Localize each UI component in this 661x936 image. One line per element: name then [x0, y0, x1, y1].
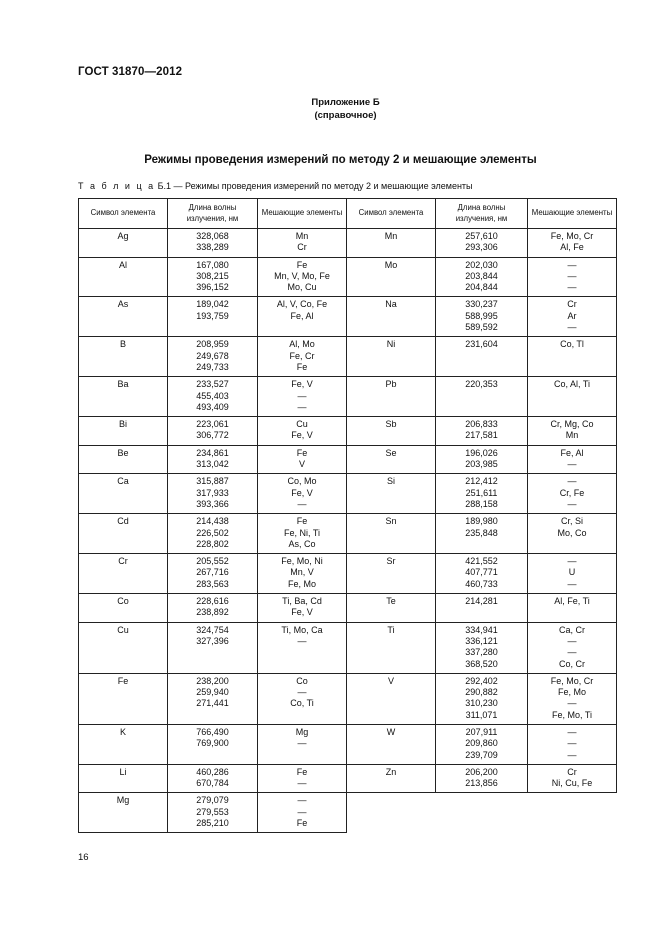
cell-wavelength	[168, 474, 258, 514]
cell-line: 393,366	[196, 498, 229, 509]
cell-symbol: Na	[347, 297, 436, 337]
table-row	[79, 417, 617, 446]
cell-line: —	[567, 647, 577, 658]
cell-interfering	[258, 417, 347, 446]
cell-line: 337,280	[465, 647, 498, 658]
cell-line: —	[567, 259, 577, 270]
cell-symbol: Li	[79, 764, 168, 793]
cell-wavelength	[436, 297, 528, 337]
cell-line: Fe	[296, 516, 308, 527]
cell-interfering	[528, 514, 617, 554]
cell-line: —	[567, 635, 577, 646]
cell-line: Al, V, Co, Fe	[276, 299, 328, 310]
cell-wavelength	[436, 622, 528, 673]
cell-symbol: Be	[79, 445, 168, 474]
cell-line: Fe, V	[291, 379, 313, 390]
cell-line: 306,772	[196, 430, 229, 441]
cell-wavelength	[168, 417, 258, 446]
cell-wavelength	[168, 257, 258, 297]
cell-symbol: Ba	[79, 377, 168, 417]
cell-interfering: Co, Tl	[528, 337, 617, 377]
cell-line: —	[567, 726, 577, 737]
header-row	[79, 199, 617, 229]
cell-line: —	[567, 322, 577, 333]
cell-line: Mg	[295, 726, 309, 737]
page-number: 16	[78, 852, 89, 863]
cell-line: U	[568, 567, 576, 578]
cell-wavelength	[168, 764, 258, 793]
cell-interfering	[258, 554, 347, 594]
cell-interfering	[528, 229, 617, 258]
cell-line: Cr, Si	[560, 516, 583, 527]
cell-line: 189,980	[465, 516, 498, 527]
cell-line: Fe	[296, 766, 308, 777]
cell-interfering	[258, 337, 347, 377]
cell-line: —	[567, 476, 577, 487]
cell-line: —	[567, 578, 577, 589]
cell-line: 257,610	[465, 231, 498, 241]
cell-interfering: Co, Al, Ti	[528, 377, 617, 417]
cell-line: —	[297, 390, 307, 401]
cell-line: 368,520	[465, 658, 498, 669]
cell-wavelength	[436, 514, 528, 554]
cell-symbol: W	[347, 724, 436, 764]
cell-line: 214,438	[196, 516, 229, 527]
cell-line: Cr, Mg, Co	[550, 419, 594, 430]
cell-line: 267,716	[196, 567, 229, 578]
cell-interfering	[528, 297, 617, 337]
cell-line: Fe	[296, 447, 308, 458]
empty-cell	[436, 793, 528, 833]
cell-line: 455,403	[196, 390, 229, 401]
cell-line: —	[567, 556, 577, 567]
cell-line: —	[567, 749, 577, 760]
cell-line: —	[297, 687, 307, 698]
cell-wavelength	[168, 793, 258, 833]
cell-line: —	[297, 806, 307, 817]
table-row	[79, 514, 617, 554]
cell-interfering	[258, 257, 347, 297]
cell-line: Mn, V, Mo, Fe	[274, 270, 330, 281]
cell-line: 279,079	[196, 795, 229, 806]
table-row	[79, 764, 617, 793]
cell-line: 769,900	[196, 738, 229, 749]
cell-line: Mo, Cu	[287, 282, 317, 293]
cell-line: 271,441	[196, 698, 229, 709]
table-row	[79, 724, 617, 764]
cell-interfering	[528, 257, 617, 297]
section-title-text: Режимы проведения измерений по методу 2 и мешающие элементы	[144, 154, 537, 166]
cell-line: Fe	[296, 361, 308, 372]
cell-line: Fe, V	[291, 430, 313, 441]
cell-line: 766,490	[196, 726, 229, 737]
cell-line: 396,152	[196, 282, 229, 293]
cell-line: Al, Mo	[289, 339, 315, 350]
cell-symbol: Sb	[347, 417, 436, 446]
cell-line: 204,844	[465, 282, 498, 293]
cell-line: 203,844	[465, 270, 498, 281]
cell-line: —	[297, 498, 307, 509]
cell-interfering	[258, 474, 347, 514]
cell-line: 313,042	[196, 459, 229, 470]
cell-wavelength	[436, 445, 528, 474]
cell-line: —	[567, 498, 577, 509]
table-row	[79, 554, 617, 594]
table-row	[79, 673, 617, 724]
cell-line: 249,678	[196, 350, 229, 361]
cell-line: Cr	[297, 242, 307, 253]
table-header	[79, 199, 617, 229]
cell-line: Fe, Al	[290, 310, 314, 321]
cell-line: Cr	[567, 299, 577, 310]
cell-line: Co	[296, 675, 308, 686]
cell-line: Co, Ti	[290, 698, 314, 709]
cell-line: 233,527	[196, 379, 229, 390]
cell-symbol: Co	[79, 594, 168, 623]
cell-line: 193,759	[196, 310, 229, 321]
cell-interfering	[528, 554, 617, 594]
cell-line: 589,592	[465, 322, 498, 333]
cell-line: 167,080	[196, 259, 229, 270]
cell-interfering	[528, 622, 617, 673]
cell-line: 328,068	[196, 231, 229, 241]
cell-interfering	[258, 724, 347, 764]
header-interfering-left: Мешающие элементы	[258, 199, 347, 229]
cell-wavelength	[168, 445, 258, 474]
cell-line: Mn	[295, 231, 309, 241]
cell-line: 189,042	[196, 299, 229, 310]
cell-line: 238,892	[196, 607, 229, 618]
cell-line: 202,030	[465, 259, 498, 270]
table-row	[79, 793, 617, 833]
appendix-heading	[0, 96, 661, 122]
cell-line: 324,754	[196, 624, 229, 635]
cell-line: 249,733	[196, 361, 229, 372]
cell-line: 238,200	[196, 675, 229, 686]
cell-line: Fe, Mo, Cr	[550, 675, 594, 686]
cell-line: Fe, Al	[560, 447, 584, 458]
cell-line: 207,911	[465, 726, 498, 737]
cell-line: 308,215	[196, 270, 229, 281]
cell-line: 460,286	[196, 766, 229, 777]
cell-line: Cr	[567, 766, 577, 777]
cell-line: Ca, Cr	[558, 624, 585, 635]
header-symbol-right: Символ элемента	[347, 199, 436, 229]
cell-symbol: Bi	[79, 417, 168, 446]
header-interfering-right: Мешающие элементы	[528, 199, 617, 229]
cell-wavelength	[168, 229, 258, 258]
cell-symbol: B	[79, 337, 168, 377]
cell-symbol: Cd	[79, 514, 168, 554]
cell-interfering	[258, 445, 347, 474]
cell-line: Ti, Mo, Ca	[281, 624, 323, 635]
cell-wavelength	[436, 724, 528, 764]
cell-interfering	[258, 622, 347, 673]
cell-line: —	[297, 635, 307, 646]
document-code: ГОСТ 31870—2012	[78, 66, 183, 78]
cell-line: 293,306	[465, 242, 498, 253]
cell-symbol: Sn	[347, 514, 436, 554]
header-symbol-left: Символ элемента	[79, 199, 168, 229]
cell-line: 196,026	[465, 447, 498, 458]
empty-cell	[347, 793, 436, 833]
cell-symbol: Sr	[347, 554, 436, 594]
cell-line: Fe, Mo	[287, 578, 316, 589]
cell-wavelength	[168, 297, 258, 337]
cell-line: 338,289	[196, 242, 229, 253]
cell-line: 317,933	[196, 487, 229, 498]
cell-wavelength: 214,281	[436, 594, 528, 623]
cell-line: —	[297, 778, 307, 789]
cell-interfering	[258, 594, 347, 623]
cell-interfering	[528, 417, 617, 446]
cell-interfering	[528, 673, 617, 724]
cell-line: Fe, V	[291, 607, 313, 618]
cell-wavelength	[168, 514, 258, 554]
cell-line: Fe, Ni, Ti	[283, 527, 320, 538]
cell-line: 223,061	[196, 419, 229, 430]
cell-symbol: Fe	[79, 673, 168, 724]
table-row	[79, 622, 617, 673]
cell-line: 209,860	[465, 738, 498, 749]
cell-interfering	[258, 764, 347, 793]
cell-line: 234,861	[196, 447, 229, 458]
header-wavelength-right: Длина волны излучения, нм	[436, 199, 528, 229]
section-title	[0, 154, 661, 166]
cell-interfering	[528, 724, 617, 764]
cell-line: Fe, Mo, Ti	[551, 709, 592, 720]
cell-line: 206,833	[465, 419, 498, 430]
cell-wavelength	[168, 337, 258, 377]
cell-interfering	[258, 377, 347, 417]
cell-line: 327,396	[196, 635, 229, 646]
cell-symbol: Pb	[347, 377, 436, 417]
cell-line: Ti, Ba, Cd	[282, 596, 322, 607]
cell-line: 279,553	[196, 806, 229, 817]
appendix-title: Приложение Б	[311, 97, 380, 108]
header-wavelength-left: Длина волны излучения, нм	[168, 199, 258, 229]
cell-line: 460,733	[465, 578, 498, 589]
cell-line: Al, Fe	[560, 242, 584, 253]
cell-line: 310,230	[465, 698, 498, 709]
cell-wavelength	[436, 417, 528, 446]
cell-symbol: K	[79, 724, 168, 764]
cell-line: Co, Mo	[287, 476, 317, 487]
cell-symbol: Ti	[347, 622, 436, 673]
cell-line: 288,158	[465, 498, 498, 509]
cell-line: Fe, Cr	[289, 350, 315, 361]
cell-line: 407,771	[465, 567, 498, 578]
table-caption-prefix: Т а б л и ц а	[78, 181, 156, 191]
cell-line: Fe, Mo, Ni	[281, 556, 323, 567]
cell-line: —	[567, 459, 577, 470]
table-row	[79, 377, 617, 417]
empty-cell	[528, 793, 617, 833]
cell-wavelength	[436, 764, 528, 793]
cell-line: 235,848	[465, 527, 498, 538]
table-caption-text: Б.1 — Режимы проведения измерений по методу 2 и мешающие элементы	[155, 181, 473, 191]
cell-line: —	[297, 795, 307, 806]
wavelength-table	[78, 198, 617, 833]
cell-line: —	[567, 270, 577, 281]
cell-line: Mn	[565, 430, 579, 441]
table-row	[79, 257, 617, 297]
cell-wavelength: 220,353	[436, 377, 528, 417]
cell-line: V	[298, 459, 305, 470]
cell-line: 421,552	[465, 556, 498, 567]
cell-interfering	[258, 229, 347, 258]
cell-symbol: Cu	[79, 622, 168, 673]
cell-interfering	[528, 445, 617, 474]
cell-symbol: Te	[347, 594, 436, 623]
cell-wavelength	[168, 673, 258, 724]
table-row	[79, 445, 617, 474]
cell-line: Fe, V	[291, 487, 313, 498]
table-row	[79, 297, 617, 337]
cell-wavelength	[168, 622, 258, 673]
cell-symbol: Cr	[79, 554, 168, 594]
cell-line: 315,887	[196, 476, 229, 487]
cell-line: 251,611	[465, 487, 498, 498]
cell-line: 213,856	[465, 778, 498, 789]
cell-line: 311,071	[465, 709, 498, 720]
cell-line: —	[297, 401, 307, 412]
cell-line: 208,959	[196, 339, 229, 350]
cell-line: 228,802	[196, 538, 229, 549]
cell-line: 228,616	[196, 596, 229, 607]
cell-line: Cu	[296, 419, 308, 430]
cell-symbol: Zn	[347, 764, 436, 793]
cell-line: 259,940	[196, 687, 229, 698]
cell-interfering	[258, 793, 347, 833]
cell-line: Mo, Co	[557, 527, 587, 538]
cell-wavelength	[436, 229, 528, 258]
cell-line: 334,941	[465, 624, 498, 635]
cell-line: Fe	[296, 818, 308, 829]
cell-symbol: Ni	[347, 337, 436, 377]
cell-wavelength	[168, 554, 258, 594]
table-caption	[78, 181, 473, 191]
cell-line: Co, Cr	[558, 658, 585, 669]
cell-wavelength	[168, 377, 258, 417]
table-row	[79, 229, 617, 258]
cell-line: —	[297, 738, 307, 749]
cell-symbol: Mo	[347, 257, 436, 297]
cell-symbol: As	[79, 297, 168, 337]
cell-symbol: Ca	[79, 474, 168, 514]
cell-symbol: Se	[347, 445, 436, 474]
cell-line: 588,995	[465, 310, 498, 321]
cell-symbol: Al	[79, 257, 168, 297]
table-row	[79, 594, 617, 623]
table-body	[79, 229, 617, 833]
cell-line: Fe	[296, 259, 308, 270]
cell-line: Fe, Mo, Cr	[550, 231, 594, 241]
cell-line: 290,882	[465, 687, 498, 698]
cell-line: As, Co	[288, 538, 316, 549]
cell-wavelength	[168, 724, 258, 764]
appendix-subtitle: (справочное)	[314, 110, 377, 121]
cell-interfering	[528, 764, 617, 793]
cell-wavelength: 231,604	[436, 337, 528, 377]
cell-wavelength	[436, 554, 528, 594]
cell-interfering: Al, Fe, Ti	[528, 594, 617, 623]
cell-line: Ar	[567, 310, 577, 321]
cell-line: 493,409	[196, 401, 229, 412]
cell-line: 292,402	[465, 675, 498, 686]
cell-wavelength	[436, 257, 528, 297]
cell-symbol: Si	[347, 474, 436, 514]
cell-symbol: Mn	[347, 229, 436, 258]
cell-line: 206,200	[465, 766, 498, 777]
cell-line: 336,121	[465, 635, 498, 646]
table-row	[79, 337, 617, 377]
cell-line: 670,784	[196, 778, 229, 789]
table-row	[79, 474, 617, 514]
cell-line: Mn, V	[290, 567, 314, 578]
cell-line: 203,985	[465, 459, 498, 470]
cell-symbol: Ag	[79, 229, 168, 258]
cell-line: 226,502	[196, 527, 229, 538]
cell-line: 285,210	[196, 818, 229, 829]
cell-line: —	[567, 738, 577, 749]
cell-line: 217,581	[465, 430, 498, 441]
cell-symbol: Mg	[79, 793, 168, 833]
cell-line: Ni, Cu, Fe	[551, 778, 593, 789]
cell-line: 330,237	[465, 299, 498, 310]
cell-line: 239,709	[465, 749, 498, 760]
cell-line: Cr, Fe	[559, 487, 585, 498]
cell-line: —	[567, 282, 577, 293]
cell-line: 283,563	[196, 578, 229, 589]
cell-wavelength	[436, 474, 528, 514]
cell-interfering	[258, 673, 347, 724]
cell-interfering	[528, 474, 617, 514]
cell-symbol: V	[347, 673, 436, 724]
cell-wavelength	[436, 673, 528, 724]
cell-interfering	[258, 297, 347, 337]
cell-interfering	[258, 514, 347, 554]
cell-line: 212,412	[465, 476, 498, 487]
cell-wavelength	[168, 594, 258, 623]
cell-line: 205,552	[196, 556, 229, 567]
cell-line: —	[567, 698, 577, 709]
cell-line: Fe, Mo	[557, 687, 586, 698]
